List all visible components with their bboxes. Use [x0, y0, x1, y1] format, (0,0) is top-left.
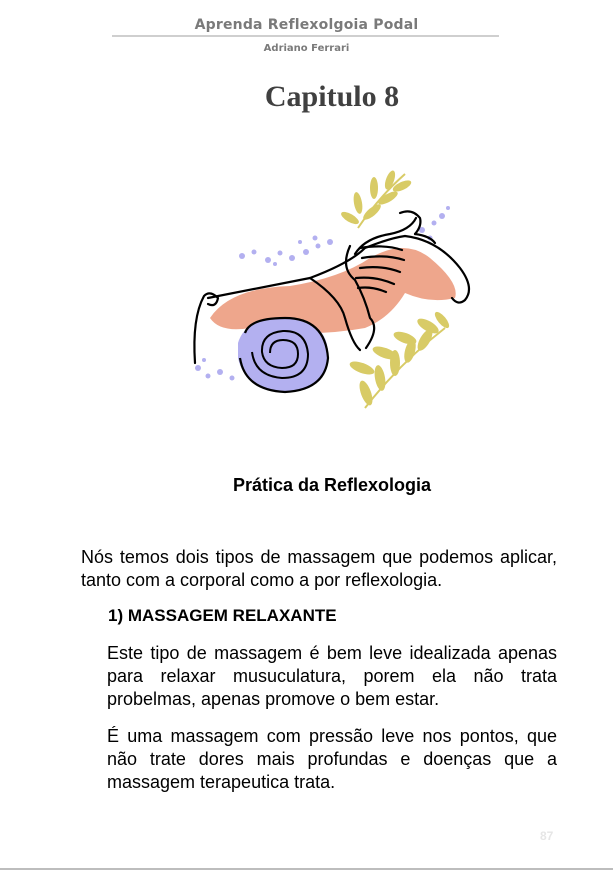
leaf-branch-top	[339, 169, 412, 228]
item-paragraph: Este tipo de massagem é bem leve idealizada apenas para relaxar musuculatura, porem ela não trata probelmas, apenas promove o bem estar.	[107, 643, 557, 709]
chapter-title: Capitulo 8	[264, 80, 400, 113]
item-paragraph: É uma massagem com pressão leve nos pontos, que não trate dores mais profundas e doenças que a massagem terapeutica trata.	[107, 726, 557, 792]
foot-massage-illustration	[190, 168, 480, 418]
intro-paragraph: Nós temos dois tipos de massagem que podemos aplicar, tanto com a corporal como a por reflexologia.	[81, 547, 557, 590]
running-header-title: Aprenda Reflexolgoia Podal	[194, 17, 419, 33]
towel-roll	[238, 318, 328, 392]
item-heading: 1) MASSAGEM RELAXANTE	[108, 606, 337, 625]
page-number: 87	[540, 829, 554, 843]
header-divider	[112, 35, 499, 37]
bottom-divider	[0, 868, 613, 870]
running-header-author: Adriano Ferrari	[263, 43, 350, 54]
section-title: Prática da Reflexologia	[232, 475, 432, 495]
